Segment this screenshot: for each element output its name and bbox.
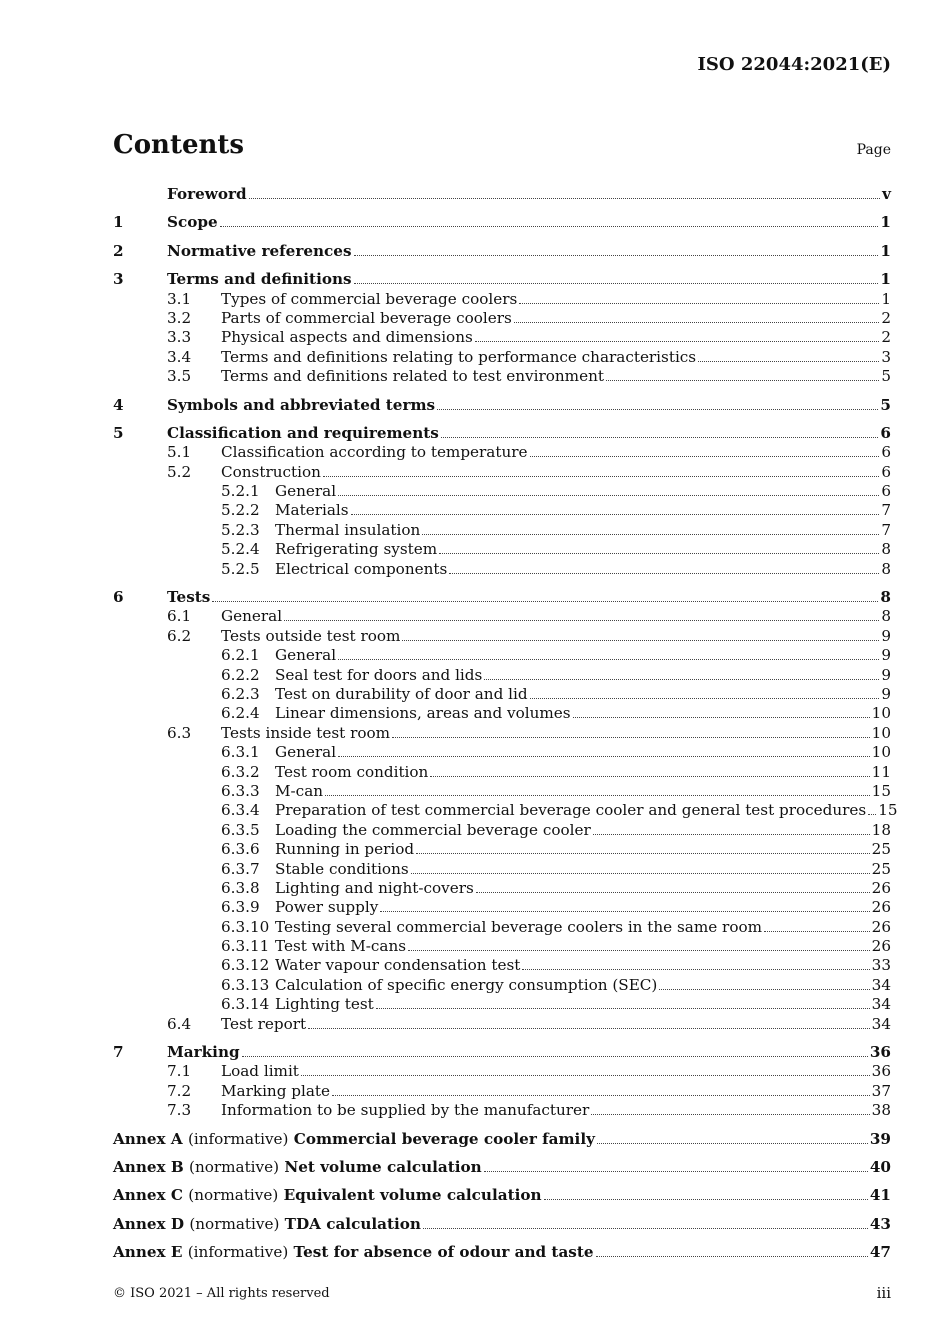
toc-dot-leader [408, 949, 870, 951]
toc-entry-title: Electrical components [275, 559, 448, 578]
toc-entry[interactable] [113, 879, 891, 898]
toc-entry-number: 6.3 [167, 723, 192, 742]
toc-entry-title: Classification and requirements [167, 423, 439, 442]
toc-entry[interactable] [113, 685, 891, 704]
toc-entry[interactable] [113, 724, 891, 743]
toc-entry-title: Classification according to temperature [221, 443, 528, 462]
toc-entry-page: 9 [881, 646, 891, 665]
annex-type: (informative) [187, 1129, 289, 1148]
toc-annex-entry[interactable] [113, 1186, 891, 1205]
toc-dot-leader [441, 436, 879, 438]
toc-entry-title: Terms and definitions [167, 270, 352, 289]
toc-entry-number: 6.3.4 [221, 801, 260, 820]
toc-entry[interactable] [113, 918, 891, 937]
toc-dot-leader [323, 475, 879, 477]
toc-entry[interactable] [113, 704, 891, 723]
toc-dot-leader [220, 225, 879, 227]
toc-entry-page: 1 [880, 241, 891, 260]
toc-entry-page: 8 [881, 559, 891, 578]
toc-entry[interactable] [113, 1015, 891, 1034]
toc-entry-title: General [275, 743, 337, 762]
toc-entry[interactable] [113, 424, 891, 443]
toc-entry-page: 8 [881, 607, 891, 626]
toc-entry[interactable] [113, 607, 891, 626]
toc-annex-title [113, 1158, 482, 1177]
toc-dot-leader [354, 254, 879, 256]
toc-entry-page: 6 [881, 482, 891, 501]
toc-entry-number: 6.1 [167, 607, 192, 626]
page-title: Contents [113, 130, 245, 160]
toc-entry-number: 6.2.2 [221, 665, 260, 684]
toc-dot-leader [449, 572, 879, 574]
toc-entry[interactable] [113, 646, 891, 665]
annex-title: Net volume calculation [284, 1157, 482, 1176]
toc-entry[interactable] [113, 328, 891, 347]
toc-entry-page: 37 [871, 1081, 891, 1100]
annex-type: (normative) [188, 1186, 279, 1205]
toc-entry[interactable] [113, 860, 891, 879]
toc-entry-number: 6.3.1 [221, 743, 260, 762]
toc-dot-leader [519, 302, 879, 304]
toc-entry-number: 6.2.1 [221, 646, 260, 665]
toc-entry[interactable] [113, 801, 898, 820]
toc-entry-page: 36 [871, 1062, 891, 1081]
toc-entry[interactable] [113, 937, 891, 956]
toc-dot-leader [354, 282, 879, 284]
toc-entry-number: 3.1 [167, 289, 192, 308]
toc-entry-number: 5.2.5 [221, 559, 260, 578]
page-folio: iii [876, 1284, 891, 1302]
toc-entry[interactable] [113, 185, 891, 204]
toc-dot-leader [325, 794, 870, 796]
toc-dot-leader [351, 513, 880, 515]
toc-entry-title: Materials [275, 501, 349, 520]
toc-entry-page: 43 [869, 1214, 891, 1233]
toc-entry[interactable] [113, 540, 891, 559]
toc-entry-number: 6.3.3 [221, 781, 260, 800]
toc-annex-entry[interactable] [113, 1215, 891, 1234]
toc-entry[interactable] [113, 348, 891, 367]
toc-entry[interactable] [113, 290, 891, 309]
toc-annex-title [113, 1130, 595, 1149]
toc-entry[interactable] [113, 463, 891, 482]
toc-entry-number: 6.3.14 [221, 995, 270, 1014]
toc-entry-title: Test with M-cans [275, 937, 407, 956]
toc-entry-number: 5.2.3 [221, 520, 260, 539]
toc-dot-leader [596, 1255, 868, 1257]
toc-entry[interactable] [113, 956, 891, 975]
toc-entry-page: 34 [871, 995, 891, 1014]
toc-dot-leader [284, 619, 879, 621]
toc-entry-title: Types of commercial beverage coolers [221, 289, 518, 308]
toc-entry-number: 3.3 [167, 328, 192, 347]
toc-entry-page: 34 [871, 975, 891, 994]
toc-entry-page: 36 [869, 1043, 891, 1062]
toc-entry-title: Marking [167, 1043, 240, 1062]
toc-entry-title: Water vapour condensation test [275, 956, 521, 975]
toc-entry-number: 6.2.4 [221, 704, 260, 723]
toc-dot-leader [544, 1198, 868, 1200]
toc-entry-title: General [275, 646, 337, 665]
toc-entry[interactable] [113, 213, 891, 232]
toc-entry[interactable] [113, 976, 891, 995]
toc-entry-title: Thermal insulation [275, 520, 421, 539]
toc-entry-number: 4 [113, 395, 124, 414]
toc-entry-page: 6 [880, 423, 891, 442]
toc-dot-leader [308, 1027, 870, 1029]
toc-entry[interactable] [113, 588, 891, 607]
toc-entry-number: 5 [113, 423, 124, 442]
toc-entry-number: 3.2 [167, 308, 192, 327]
toc-dot-leader [212, 600, 878, 602]
toc-entry-page: 38 [871, 1101, 891, 1120]
toc-entry-page: 26 [871, 878, 891, 897]
toc-entry-title: Power supply [275, 898, 379, 917]
toc-entry-title: Marking plate [221, 1081, 330, 1100]
toc-entry-title: Construction [221, 462, 321, 481]
toc-dot-leader [606, 379, 879, 381]
annex-label: Annex E [113, 1243, 183, 1262]
toc-entry-title: Seal test for doors and lids [275, 665, 483, 684]
toc-entry-title: M-can [275, 781, 324, 800]
toc-entry-title: Information to be supplied by the manufacturer [221, 1101, 590, 1120]
toc-dot-leader [439, 552, 879, 554]
toc-entry-page: 40 [869, 1157, 891, 1176]
page-column-label: Page [856, 142, 891, 158]
toc-entry-title: Terms and definitions relating to performance characteristics [221, 347, 697, 366]
toc-entry[interactable] [113, 995, 891, 1014]
toc-entry[interactable] [113, 396, 891, 415]
toc-entry-title: Tests inside test room [221, 723, 391, 742]
toc-entry[interactable] [113, 782, 891, 801]
toc-entry-page: 8 [881, 540, 891, 559]
toc-entry-title: Running in period [275, 840, 415, 859]
toc-entry-number: 5.2.2 [221, 501, 260, 520]
toc-entry-title: Preparation of test commercial beverage cooler and general test procedures [275, 801, 867, 820]
toc-annex-entry[interactable] [113, 1158, 891, 1177]
toc-entry-page: 5 [881, 367, 891, 386]
toc-entry[interactable] [113, 521, 891, 540]
table-of-contents [113, 185, 898, 1263]
toc-entry[interactable] [113, 443, 891, 462]
toc-entry[interactable] [113, 898, 891, 917]
toc-dot-leader [437, 408, 878, 410]
toc-dot-leader [338, 658, 879, 660]
toc-entry[interactable] [113, 242, 891, 261]
toc-entry-number: 3 [113, 270, 124, 289]
toc-entry-title: Test report [221, 1014, 307, 1033]
toc-dot-leader [573, 716, 870, 718]
toc-annex-title [113, 1186, 542, 1205]
toc-dot-leader [522, 968, 869, 970]
toc-entry-title: Lighting test [275, 995, 374, 1014]
toc-dot-leader [332, 1094, 870, 1096]
toc-entry-page: 33 [871, 956, 891, 975]
toc-entry-number: 6.3.11 [221, 937, 270, 956]
toc-dot-leader [476, 891, 870, 893]
toc-entry[interactable] [113, 309, 891, 328]
toc-dot-leader [484, 1170, 868, 1172]
toc-entry-page: 15 [878, 801, 898, 820]
toc-entry-page: 39 [869, 1129, 891, 1148]
toc-entry[interactable] [113, 501, 891, 520]
toc-dot-leader [868, 813, 876, 815]
toc-entry-title: Calculation of specific energy consumption (SEC) [275, 975, 658, 994]
toc-entry-title: General [275, 482, 337, 501]
toc-dot-leader [338, 494, 879, 496]
annex-type: (normative) [189, 1214, 280, 1233]
toc-entry[interactable] [113, 1043, 891, 1062]
annex-label: Annex B [113, 1157, 184, 1176]
toc-entry-page: 10 [871, 704, 891, 723]
toc-dot-leader [411, 872, 870, 874]
toc-dot-leader [593, 833, 870, 835]
toc-entry-title: Parts of commercial beverage coolers [221, 308, 512, 327]
annex-label: Annex C [113, 1186, 183, 1205]
toc-entry[interactable] [113, 482, 891, 501]
toc-entry-page: 9 [881, 684, 891, 703]
toc-dot-leader [242, 1055, 868, 1057]
annex-label: Annex A [113, 1129, 183, 1148]
toc-entry[interactable] [113, 1101, 891, 1120]
toc-entry-title: Load limit [221, 1062, 299, 1081]
toc-dot-leader [514, 321, 880, 323]
toc-entry-page: v [882, 185, 891, 203]
toc-entry-number: 6.3.12 [221, 956, 270, 975]
toc-entry-title: Foreword [167, 185, 247, 203]
toc-dot-leader [392, 736, 870, 738]
toc-entry-number: 6.3.5 [221, 820, 260, 839]
toc-entry-number: 3.4 [167, 347, 192, 366]
toc-entry-number: 5.1 [167, 443, 192, 462]
toc-entry[interactable] [113, 763, 891, 782]
toc-entry-title: Linear dimensions, areas and volumes [275, 704, 571, 723]
toc-entry-page: 25 [871, 859, 891, 878]
toc-entry-page: 26 [871, 917, 891, 936]
toc-entry-title: Lighting and night-covers [275, 878, 474, 897]
toc-entry[interactable] [113, 840, 891, 859]
toc-entry-number: 2 [113, 241, 124, 260]
toc-entry-page: 6 [881, 462, 891, 481]
toc-entry-number: 6.3.2 [221, 762, 260, 781]
toc-entry-number: 6.3.7 [221, 859, 260, 878]
toc-entry-page: 9 [881, 665, 891, 684]
toc-entry-number: 6 [113, 588, 124, 607]
toc-dot-leader [338, 755, 870, 757]
toc-entry-number: 6.3.6 [221, 840, 260, 859]
toc-entry-number: 5.2.4 [221, 540, 260, 559]
toc-entry-number: 6.3.9 [221, 898, 260, 917]
toc-dot-leader [591, 1113, 869, 1115]
toc-entry-page: 10 [871, 723, 891, 742]
toc-entry[interactable] [113, 1082, 891, 1101]
copyright-footer: © ISO 2021 – All rights reserved [113, 1286, 330, 1301]
toc-entry-page: 18 [871, 820, 891, 839]
toc-entry[interactable] [113, 270, 891, 289]
toc-entry-page: 2 [881, 328, 891, 347]
toc-entry-number: 7.1 [167, 1062, 192, 1081]
toc-entry-title: Terms and definitions related to test environment [221, 367, 604, 386]
toc-entry-number: 1 [113, 213, 124, 232]
toc-entry-page: 26 [871, 937, 891, 956]
toc-entry-title: Stable conditions [275, 859, 409, 878]
annex-label: Annex D [113, 1214, 185, 1233]
toc-entry-title: Scope [167, 213, 218, 232]
toc-entry-title: Testing several commercial beverage coolers in the same room [275, 917, 763, 936]
toc-entry-page: 5 [880, 395, 891, 414]
toc-annex-title [113, 1215, 421, 1234]
toc-entry-number: 5.2.1 [221, 482, 260, 501]
toc-dot-leader [764, 930, 870, 932]
toc-annex-entry[interactable] [113, 1130, 891, 1149]
toc-entry-number: 6.3.10 [221, 917, 270, 936]
annex-title: Test for absence of odour and taste [293, 1243, 594, 1262]
toc-entry-page: 1 [880, 213, 891, 232]
toc-entry-number: 3.5 [167, 367, 192, 386]
toc-dot-leader [402, 639, 879, 641]
toc-entry-title: Refrigerating system [275, 540, 438, 559]
toc-dot-leader [475, 340, 880, 342]
toc-dot-leader [416, 852, 870, 854]
toc-entry[interactable] [113, 666, 891, 685]
toc-entry-number: 6.4 [167, 1014, 192, 1033]
toc-entry-number: 6.2 [167, 626, 192, 645]
toc-dot-leader [376, 1007, 870, 1009]
toc-entry-number: 7.2 [167, 1081, 192, 1100]
toc-dot-leader [597, 1142, 868, 1144]
toc-entry-number: 6.3.8 [221, 878, 260, 897]
toc-dot-leader [249, 197, 881, 199]
toc-entry-page: 25 [871, 840, 891, 859]
annex-type: (normative) [189, 1157, 280, 1176]
toc-entry-page: 8 [880, 588, 891, 607]
toc-entry-number: 6.3.13 [221, 975, 270, 994]
toc-entry-number: 7 [113, 1043, 124, 1062]
toc-entry-title: Test on durability of door and lid [275, 684, 528, 703]
toc-dot-leader [530, 455, 880, 457]
annex-title: TDA calculation [284, 1214, 421, 1233]
toc-dot-leader [484, 678, 879, 680]
toc-entry-title: Symbols and abbreviated terms [167, 395, 436, 414]
toc-entry[interactable] [113, 560, 891, 579]
toc-dot-leader [380, 910, 869, 912]
toc-entry[interactable] [113, 821, 891, 840]
toc-dot-leader [430, 775, 869, 777]
annex-title: Commercial beverage cooler family [293, 1129, 595, 1148]
toc-entry-page: 7 [881, 501, 891, 520]
toc-entry[interactable] [113, 743, 891, 762]
toc-entry-title: Physical aspects and dimensions [221, 328, 473, 347]
toc-entry-title: General [221, 607, 283, 626]
toc-entry-title: Normative references [167, 241, 352, 260]
toc-dot-leader [659, 988, 869, 990]
toc-entry-page: 6 [881, 443, 891, 462]
annex-title: Equivalent volume calculation [283, 1186, 542, 1205]
toc-entry-title: Test room condition [275, 762, 429, 781]
toc-entry-page: 11 [871, 762, 891, 781]
toc-entry-page: 10 [871, 743, 891, 762]
toc-entry-page: 26 [871, 898, 891, 917]
toc-entry-page: 15 [871, 781, 891, 800]
toc-dot-leader [530, 697, 880, 699]
toc-entry-number: 5.2 [167, 462, 192, 481]
toc-dot-leader [698, 360, 879, 362]
toc-entry-page: 47 [869, 1243, 891, 1262]
toc-entry-page: 1 [881, 289, 891, 308]
annex-type: (informative) [187, 1243, 289, 1262]
toc-entry-number: 6.2.3 [221, 684, 260, 703]
toc-annex-entry[interactable] [113, 1243, 891, 1262]
toc-entry-number: 7.3 [167, 1101, 192, 1120]
toc-entry-page: 9 [881, 626, 891, 645]
toc-entry[interactable] [113, 367, 891, 386]
toc-entry-title: Tests outside test room [221, 626, 401, 645]
toc-dot-leader [301, 1074, 870, 1076]
toc-entry-page: 2 [881, 308, 891, 327]
toc-dot-leader [422, 533, 879, 535]
toc-entry-page: 1 [880, 270, 891, 289]
toc-entry-page: 7 [881, 520, 891, 539]
toc-entry-page: 41 [869, 1186, 891, 1205]
toc-entry-page: 3 [881, 347, 891, 366]
document-id-header: ISO 22044:2021(E) [697, 54, 891, 75]
toc-entry-page: 34 [871, 1014, 891, 1033]
toc-dot-leader [423, 1227, 868, 1229]
toc-entry-title: Tests [167, 588, 211, 607]
toc-entry[interactable] [113, 627, 891, 646]
toc-entry-title: Loading the commercial beverage cooler [275, 820, 591, 839]
toc-entry[interactable] [113, 1062, 891, 1081]
toc-annex-title [113, 1243, 594, 1262]
